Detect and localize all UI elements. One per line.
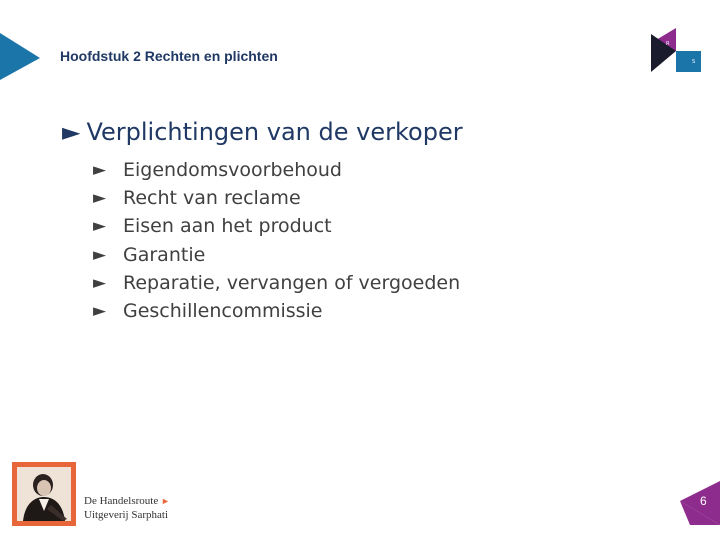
list-item-label: Eisen aan het product xyxy=(123,215,332,238)
brand-logo-mark xyxy=(648,28,704,74)
publisher-name xyxy=(84,494,170,522)
logo-letter-top: R xyxy=(666,41,670,47)
bullet-arrow-icon: ► xyxy=(93,188,107,209)
list-item-label: Reparatie, vervangen of vergoeden xyxy=(123,271,461,294)
list-item-label: Garantie xyxy=(123,243,206,266)
list-item-label: Recht van reclame xyxy=(123,187,301,210)
slide-heading xyxy=(62,118,463,146)
publisher-arrow-icon: ► xyxy=(160,496,170,506)
publisher-line2: Uitgeverij Sarphati xyxy=(84,509,169,521)
bullet-arrow-icon: ► xyxy=(93,160,107,180)
heading-arrow-icon: ► xyxy=(62,118,81,146)
portrait-icon xyxy=(17,467,71,521)
heading-text: Verplichtingen van de verkoper xyxy=(86,118,463,146)
bullet-arrow-icon: ► xyxy=(93,272,107,293)
bullet-arrow-icon: ► xyxy=(93,244,107,265)
list-item xyxy=(93,184,460,212)
bullet-list xyxy=(93,156,460,325)
corner-accent-triangle xyxy=(0,0,42,82)
bullet-arrow-icon: ► xyxy=(93,301,107,322)
list-item xyxy=(93,297,460,325)
list-item xyxy=(93,212,460,240)
chapter-title: Hoofdstuk 2 Rechten en plichten xyxy=(60,48,278,64)
list-item xyxy=(93,241,460,269)
page-corner-triangle xyxy=(680,481,720,540)
bullet-arrow-icon: ► xyxy=(93,216,107,237)
list-item xyxy=(93,156,460,184)
list-item-label: Eigendomsvoorbehoud xyxy=(123,159,342,181)
portrait-frame xyxy=(12,462,76,526)
logo-letter-bottom: S xyxy=(692,59,696,65)
list-item xyxy=(93,269,460,297)
page-number: 6 xyxy=(700,494,707,508)
portrait-image xyxy=(17,467,71,521)
list-item-label: Geschillencommissie xyxy=(123,300,323,323)
publisher-line1: De Handelsroute xyxy=(84,495,159,507)
